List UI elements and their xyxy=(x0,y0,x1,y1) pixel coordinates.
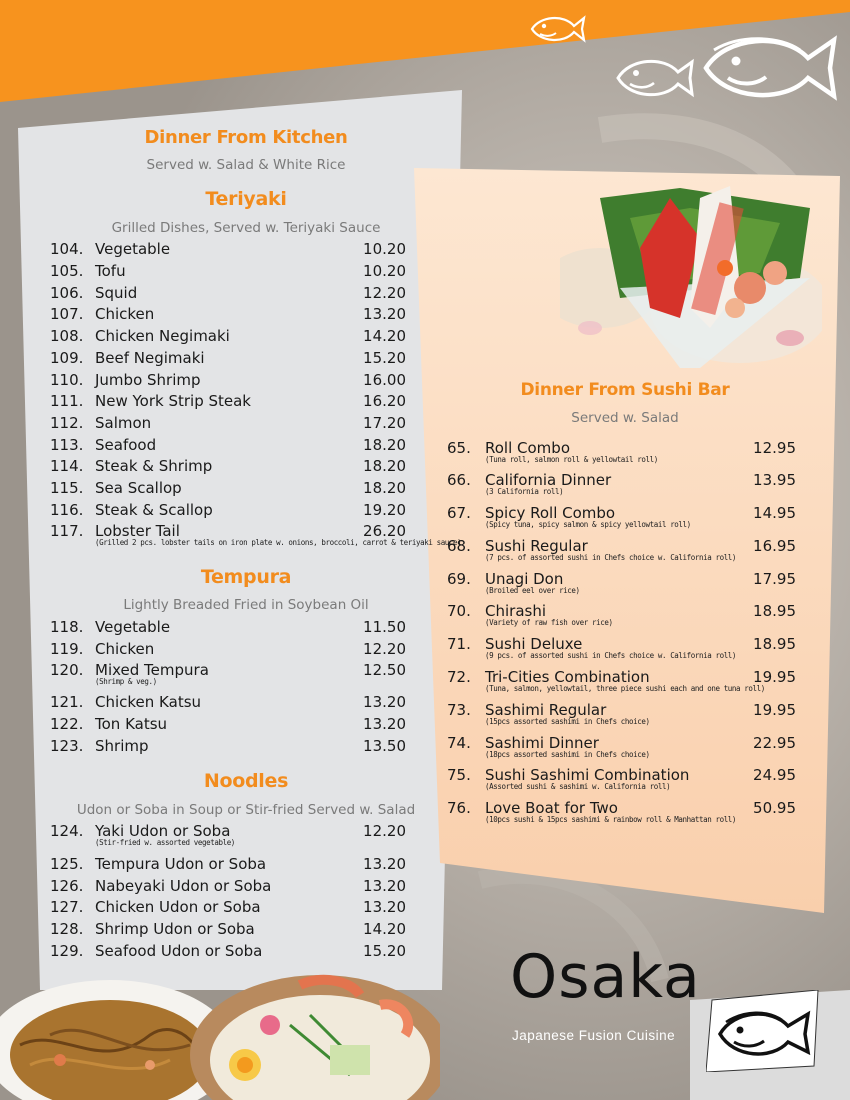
item-description: (Stir-fried w. assorted vegetable) xyxy=(95,838,235,847)
item-name: Sashimi Regular xyxy=(485,701,607,719)
item-name: Tri-Cities Combination xyxy=(485,668,650,686)
item-name: Chicken Negimaki xyxy=(95,327,230,345)
item-description: (7 pcs. of assorted sushi in Chefs choice w. California roll) xyxy=(485,553,737,562)
menu-item xyxy=(50,349,406,369)
item-number: 113. xyxy=(50,436,84,454)
item-price: 19.20 xyxy=(363,501,406,519)
item-price: 18.95 xyxy=(753,602,796,620)
logo-fish-icon xyxy=(706,990,824,1072)
menu-item xyxy=(447,471,796,496)
brand-tagline: Japanese Fusion Cuisine xyxy=(512,1028,676,1043)
menu-item xyxy=(50,822,406,847)
menu-item xyxy=(50,284,406,304)
item-price: 13.20 xyxy=(363,855,406,873)
item-price: 13.20 xyxy=(363,877,406,895)
kitchen-title: Dinner From Kitchen xyxy=(144,127,348,148)
menu-item xyxy=(50,392,406,412)
menu-item xyxy=(50,693,406,713)
menu-item xyxy=(50,240,406,260)
item-number: 117. xyxy=(50,522,84,540)
item-price: 50.95 xyxy=(753,799,796,817)
menu-item xyxy=(50,715,406,735)
menu-item xyxy=(50,305,406,325)
menu-item xyxy=(50,855,406,875)
fish-icon xyxy=(528,12,586,46)
item-number: 108. xyxy=(50,327,84,345)
item-number: 121. xyxy=(50,693,84,711)
sushi-bar-title: Dinner From Sushi Bar xyxy=(520,380,730,400)
menu-item xyxy=(447,635,796,660)
item-price: 16.00 xyxy=(363,371,406,389)
item-description: (3 California roll) xyxy=(485,487,564,496)
item-price: 12.95 xyxy=(753,439,796,457)
menu-item xyxy=(447,537,796,562)
menu-item xyxy=(447,701,796,726)
tempura-subtitle: Lightly Breaded Fried in Soybean Oil xyxy=(123,597,369,613)
noodle-dish-photo xyxy=(0,965,440,1100)
item-price: 19.95 xyxy=(753,701,796,719)
item-name: Tempura Udon or Soba xyxy=(95,855,267,873)
item-name: Chicken xyxy=(95,640,155,658)
item-price: 15.20 xyxy=(363,349,406,367)
item-number: 75. xyxy=(447,766,471,784)
fish-icon xyxy=(614,52,696,102)
item-number: 111. xyxy=(50,392,84,410)
menu-item xyxy=(50,457,406,477)
item-name: Chicken Katsu xyxy=(95,693,202,711)
item-number: 128. xyxy=(50,920,84,938)
item-description: (Shrimp & veg.) xyxy=(95,677,157,686)
item-price: 14.95 xyxy=(753,504,796,522)
item-price: 18.20 xyxy=(363,436,406,454)
item-price: 14.20 xyxy=(363,920,406,938)
item-number: 68. xyxy=(447,537,471,555)
item-name: Sushi Regular xyxy=(485,537,588,555)
item-description: (Tuna, salmon, yellowtail, three piece sushi each and one tuna roll) xyxy=(485,684,765,693)
item-name: Roll Combo xyxy=(485,439,570,457)
item-name: Vegetable xyxy=(95,618,171,636)
menu-item xyxy=(50,661,406,686)
item-number: 114. xyxy=(50,457,84,475)
item-number: 106. xyxy=(50,284,84,302)
sushi-dish-photo xyxy=(560,178,822,378)
menu-item xyxy=(50,414,406,434)
menu-item xyxy=(50,262,406,282)
item-number: 105. xyxy=(50,262,84,280)
noodles-subtitle: Udon or Soba in Soup or Stir-fried Served w. Salad xyxy=(76,802,416,818)
item-name: Lobster Tail xyxy=(95,522,180,540)
item-number: 69. xyxy=(447,570,471,588)
menu-item xyxy=(50,522,462,547)
tempura-title: Tempura xyxy=(200,566,292,588)
item-name: Spicy Roll Combo xyxy=(485,504,616,522)
item-price: 16.95 xyxy=(753,537,796,555)
item-name: Sushi Sashimi Combination xyxy=(485,766,690,784)
item-number: 109. xyxy=(50,349,84,367)
item-price: 13.20 xyxy=(363,898,406,916)
item-price: 18.20 xyxy=(363,479,406,497)
menu-item xyxy=(447,504,796,529)
item-number: 65. xyxy=(447,439,471,457)
item-number: 66. xyxy=(447,471,471,489)
item-name: Sashimi Dinner xyxy=(485,734,599,752)
item-number: 74. xyxy=(447,734,471,752)
item-number: 126. xyxy=(50,877,84,895)
item-description: (Assorted sushi & sashimi w. California roll) xyxy=(485,782,671,791)
item-price: 12.50 xyxy=(363,661,406,679)
item-name: Tofu xyxy=(95,262,126,280)
item-number: 67. xyxy=(447,504,471,522)
item-number: 119. xyxy=(50,640,84,658)
item-price: 12.20 xyxy=(363,640,406,658)
item-number: 115. xyxy=(50,479,84,497)
item-name: Chirashi xyxy=(485,602,546,620)
item-description: (15pcs assorted sashimi in Chefs choice) xyxy=(485,717,650,726)
item-name: Chicken Udon or Soba xyxy=(95,898,261,916)
item-price: 22.95 xyxy=(753,734,796,752)
brand-logo-text: Osaka xyxy=(510,942,701,1012)
item-name: Shrimp Udon or Soba xyxy=(95,920,255,938)
item-number: 125. xyxy=(50,855,84,873)
item-price: 18.20 xyxy=(363,457,406,475)
item-price: 12.20 xyxy=(363,822,406,840)
kitchen-subtitle: Served w. Salad & White Rice xyxy=(146,157,346,173)
item-number: 112. xyxy=(50,414,84,432)
item-name: California Dinner xyxy=(485,471,612,489)
menu-item xyxy=(50,479,406,499)
item-price: 13.20 xyxy=(363,693,406,711)
item-number: 124. xyxy=(50,822,84,840)
item-name: Sea Scallop xyxy=(95,479,182,497)
item-price: 12.20 xyxy=(363,284,406,302)
item-price: 13.20 xyxy=(363,305,406,323)
item-price: 14.20 xyxy=(363,327,406,345)
item-name: Steak & Shrimp xyxy=(95,457,213,475)
item-price: 11.50 xyxy=(363,618,406,636)
item-name: Salmon xyxy=(95,414,152,432)
menu-item xyxy=(50,898,406,918)
item-name: Chicken xyxy=(95,305,155,323)
item-name: Nabeyaki Udon or Soba xyxy=(95,877,272,895)
fish-icon xyxy=(700,28,840,106)
item-name: Mixed Tempura xyxy=(95,661,209,679)
item-price: 17.20 xyxy=(363,414,406,432)
item-name: Yaki Udon or Soba xyxy=(95,822,231,840)
item-price: 15.20 xyxy=(363,942,406,960)
item-number: 129. xyxy=(50,942,84,960)
menu-item xyxy=(447,570,796,595)
item-description: (18pcs assorted sashimi in Chefs choice) xyxy=(485,750,650,759)
item-description: (Tuna roll, salmon roll & yellowtail roll) xyxy=(485,455,658,464)
item-name: Beef Negimaki xyxy=(95,349,205,367)
item-number: 120. xyxy=(50,661,84,679)
item-description: (Spicy tuna, spicy salmon & spicy yellowtail roll) xyxy=(485,520,691,529)
menu-item xyxy=(50,327,406,347)
item-price: 13.50 xyxy=(363,737,406,755)
menu-item xyxy=(50,371,406,391)
item-price: 19.95 xyxy=(753,668,796,686)
item-description: (Variety of raw fish over rice) xyxy=(485,618,613,627)
item-number: 110. xyxy=(50,371,84,389)
item-price: 13.20 xyxy=(363,715,406,733)
item-price: 24.95 xyxy=(753,766,796,784)
item-description: (Broiled eel over rice) xyxy=(485,586,580,595)
menu-item xyxy=(447,668,796,693)
item-description: (9 pcs. of assorted sushi in Chefs choice w. California roll) xyxy=(485,651,737,660)
menu-item xyxy=(50,501,406,521)
item-price: 16.20 xyxy=(363,392,406,410)
item-name: Vegetable xyxy=(95,240,171,258)
item-price: 10.20 xyxy=(363,262,406,280)
item-name: Squid xyxy=(95,284,138,302)
menu-item xyxy=(50,618,406,638)
item-name: Seafood Udon or Soba xyxy=(95,942,263,960)
item-number: 127. xyxy=(50,898,84,916)
teriyaki-subtitle: Grilled Dishes, Served w. Teriyaki Sauce xyxy=(111,220,381,236)
menu-item xyxy=(50,640,406,660)
menu-item xyxy=(50,877,406,897)
menu-item xyxy=(447,799,796,824)
menu-item xyxy=(50,737,406,757)
teriyaki-title: Teriyaki xyxy=(205,188,287,210)
item-number: 116. xyxy=(50,501,84,519)
menu-item xyxy=(447,766,796,791)
item-number: 71. xyxy=(447,635,471,653)
menu-item xyxy=(447,734,796,759)
noodles-title: Noodles xyxy=(203,770,289,792)
menu-item xyxy=(447,439,796,464)
item-name: Sushi Deluxe xyxy=(485,635,583,653)
item-name: Shrimp xyxy=(95,737,149,755)
item-price: 17.95 xyxy=(753,570,796,588)
item-name: Steak & Scallop xyxy=(95,501,213,519)
menu-item xyxy=(447,602,796,627)
item-description: (Grilled 2 pcs. lobster tails on iron plate w. onions, broccoli, carrot & teriyaki sauce) xyxy=(95,538,462,547)
item-number: 123. xyxy=(50,737,84,755)
menu-item xyxy=(50,436,406,456)
item-number: 122. xyxy=(50,715,84,733)
menu-item xyxy=(50,942,406,962)
item-number: 72. xyxy=(447,668,471,686)
item-name: New York Strip Steak xyxy=(95,392,251,410)
item-number: 70. xyxy=(447,602,471,620)
item-name: Unagi Don xyxy=(485,570,564,588)
item-number: 73. xyxy=(447,701,471,719)
item-price: 13.95 xyxy=(753,471,796,489)
sushi-bar-subtitle: Served w. Salad xyxy=(571,410,679,426)
item-price: 18.95 xyxy=(753,635,796,653)
menu-item xyxy=(50,920,406,940)
item-description: (10pcs sushi & 15pcs sashimi & rainbow roll & Manhattan roll) xyxy=(485,815,737,824)
item-number: 107. xyxy=(50,305,84,323)
item-name: Love Boat for Two xyxy=(485,799,618,817)
item-number: 104. xyxy=(50,240,84,258)
item-price: 10.20 xyxy=(363,240,406,258)
item-number: 76. xyxy=(447,799,471,817)
item-price: 26.20 xyxy=(363,522,406,540)
item-number: 118. xyxy=(50,618,84,636)
item-name: Jumbo Shrimp xyxy=(95,371,201,389)
item-name: Ton Katsu xyxy=(95,715,168,733)
item-name: Seafood xyxy=(95,436,157,454)
